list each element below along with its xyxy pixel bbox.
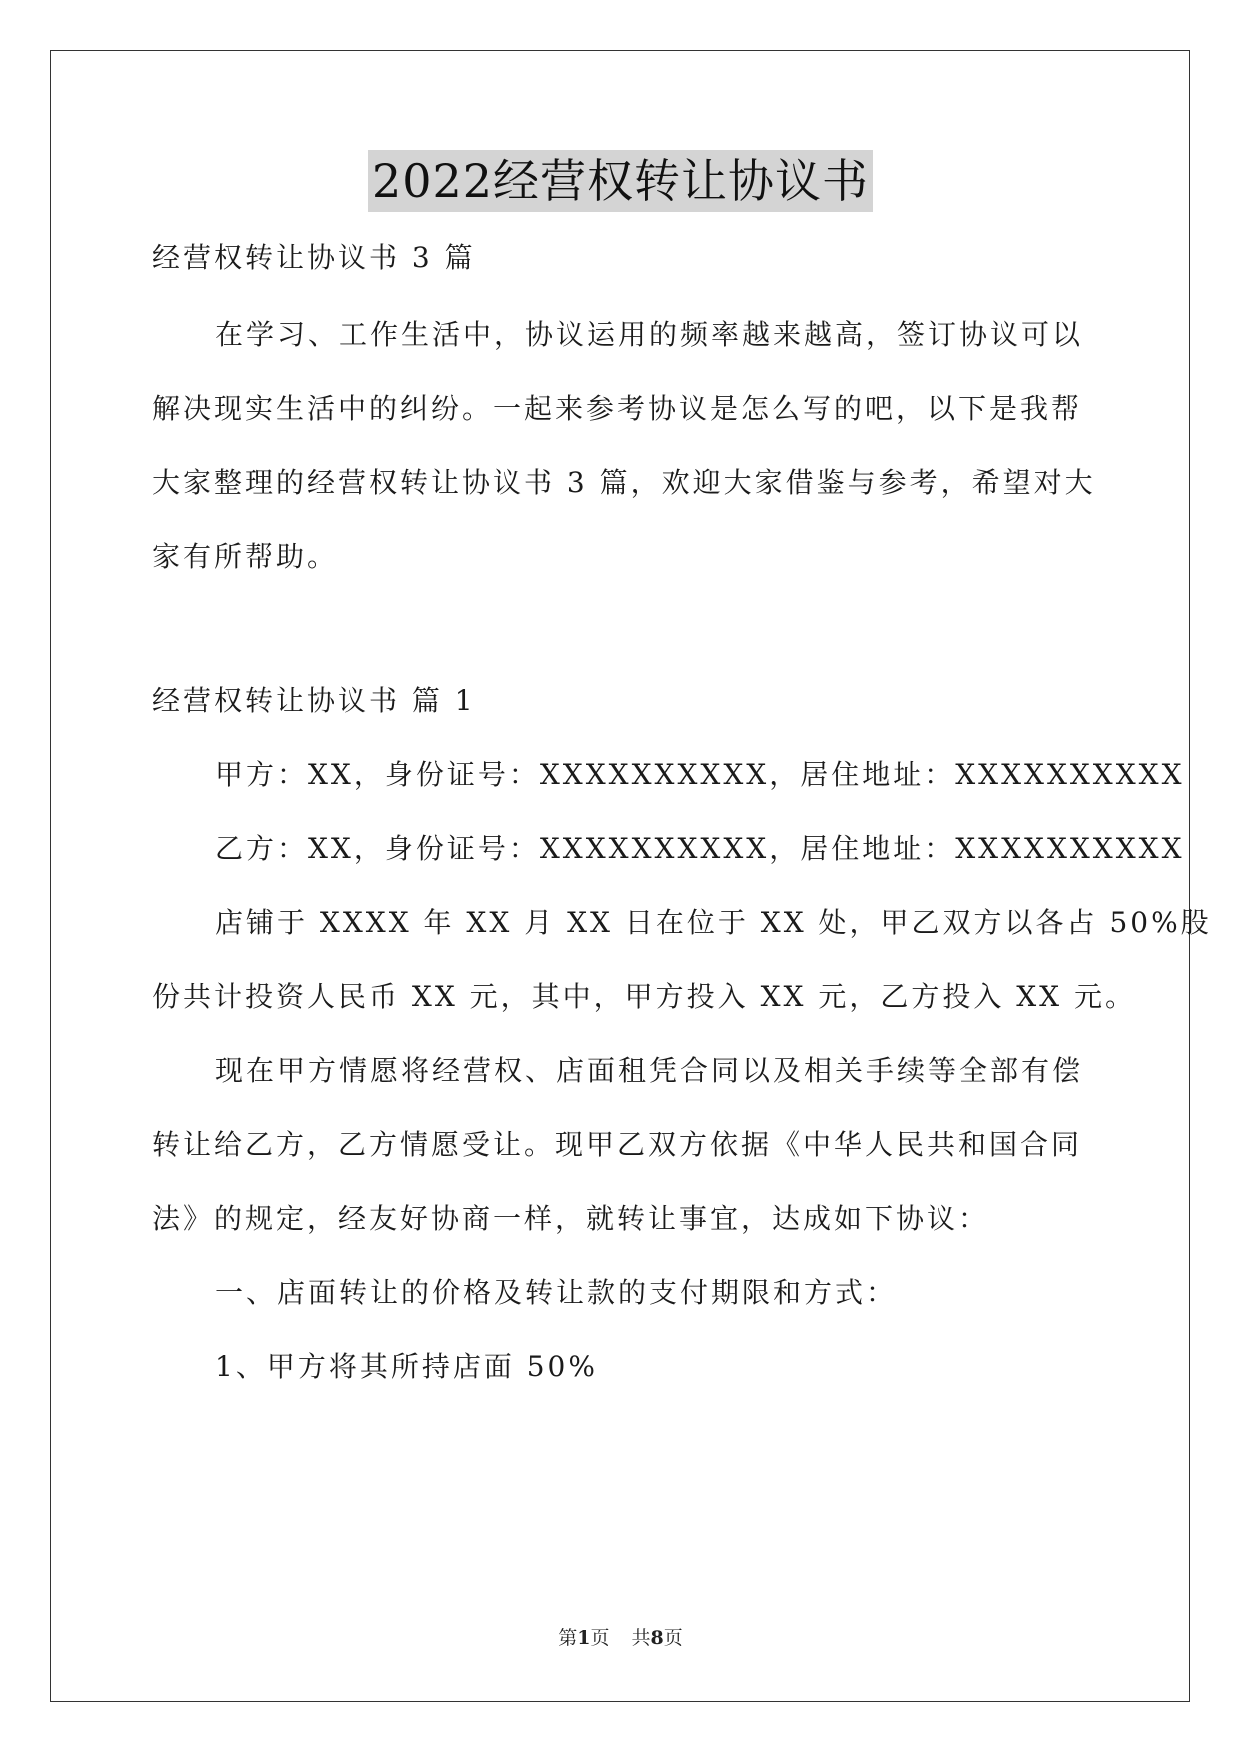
- intro-paragraph-line-1: 在学习、工作生活中，协议运用的频率越来越高，签订协议可以: [215, 318, 1084, 351]
- subtitle-line: 经营权转让协议书 3 篇: [152, 241, 476, 274]
- page-border: [50, 50, 1190, 1702]
- page-number: 1: [577, 1627, 591, 1649]
- body-paragraph-1-line-2: 份共计投资人民币 XX 元，其中，甲方投入 XX 元，乙方投入 XX 元。: [152, 980, 1137, 1013]
- page-suffix: 页: [590, 1627, 610, 1649]
- intro-paragraph-line-3: 大家整理的经营权转让协议书 3 篇，欢迎大家借鉴与参考，希望对大: [152, 466, 1096, 499]
- title-container: [0, 150, 1241, 212]
- party-a-line: 甲方：XX，身份证号：XXXXXXXXXX，居住地址：XXXXXXXXXX: [215, 758, 1185, 791]
- section-heading: 经营权转让协议书 篇 1: [152, 684, 476, 717]
- total-suffix: 页: [663, 1627, 683, 1649]
- clause-item-1: 1、甲方将其所持店面 50%: [215, 1350, 598, 1383]
- total-pages: 8: [650, 1627, 664, 1649]
- page-prefix: 第: [558, 1627, 578, 1649]
- clause-heading: 一、店面转让的价格及转让款的支付期限和方式：: [215, 1276, 898, 1309]
- intro-paragraph-line-4: 家有所帮助。: [152, 540, 339, 573]
- body-paragraph-1-line-1: 店铺于 XXXX 年 XX 月 XX 日在位于 XX 处，甲乙双方以各占 50%股: [215, 906, 1212, 939]
- party-b-line: 乙方：XX，身份证号：XXXXXXXXXX，居住地址：XXXXXXXXXX: [215, 832, 1185, 865]
- body-paragraph-2-line-2: 转让给乙方，乙方情愿受让。现甲乙双方依据《中华人民共和国合同: [152, 1128, 1083, 1161]
- page-footer: [0, 1623, 1241, 1650]
- total-prefix: 共: [631, 1627, 651, 1649]
- document-title: 2022经营权转让协议书: [368, 150, 873, 212]
- body-paragraph-2-line-1: 现在甲方情愿将经营权、店面租凭合同以及相关手续等全部有偿: [215, 1054, 1084, 1087]
- intro-paragraph-line-2: 解决现实生活中的纠纷。一起来参考协议是怎么写的吧，以下是我帮: [152, 392, 1083, 425]
- body-paragraph-2-line-3: 法》的规定，经友好协商一样，就转让事宜，达成如下协议：: [152, 1202, 990, 1235]
